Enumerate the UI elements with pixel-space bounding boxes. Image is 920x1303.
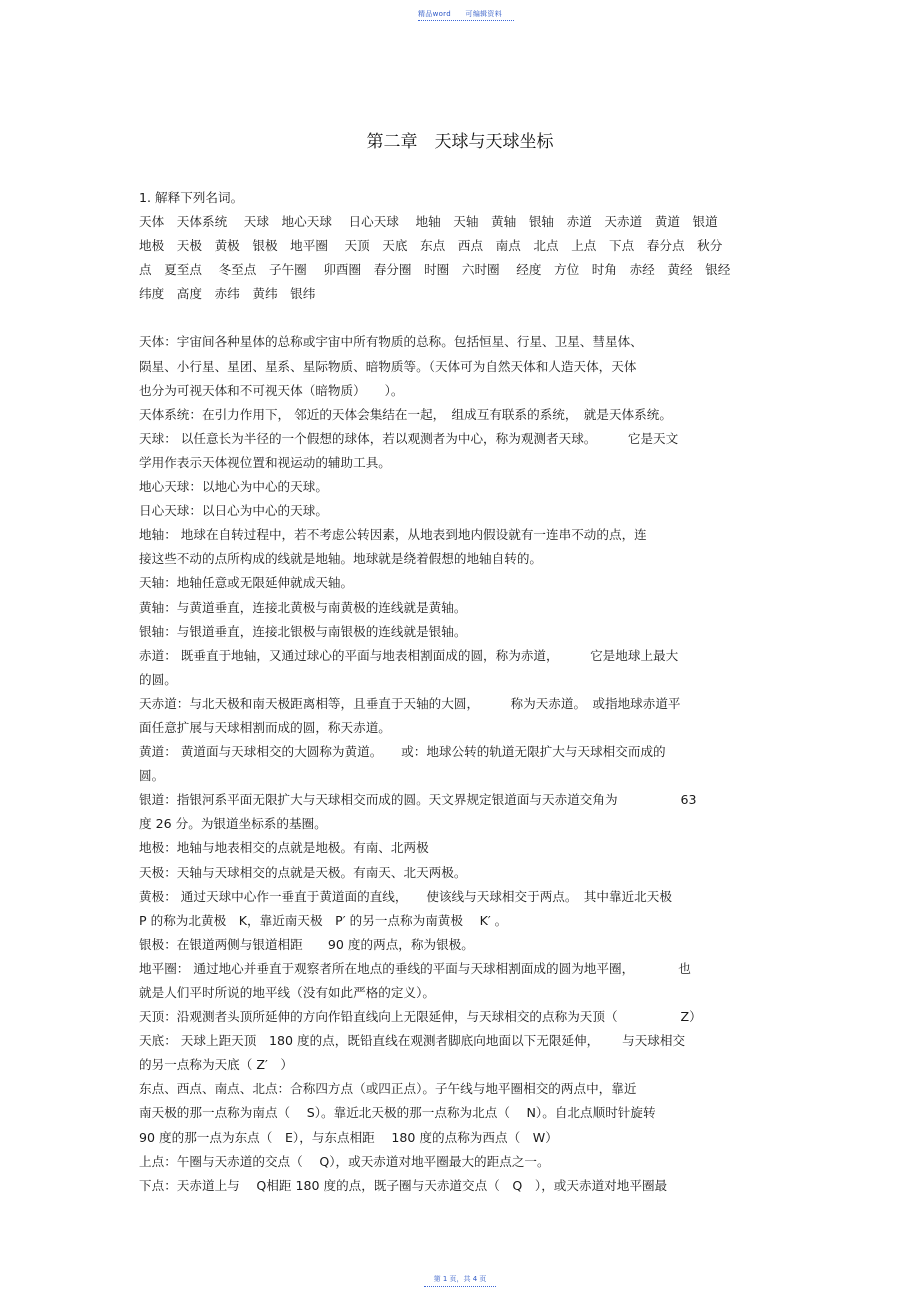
definition-line: 接这些不动的点所构成的线就是地轴。地球就是绕着假想的地轴自转的。 (139, 551, 542, 567)
definition-line: 东点、西点、南点、北点：合称四方点（或四正点）。子午线与地平圈相交的两点中，靠近 (139, 1081, 637, 1097)
definition-line: 度 26 分。为银道坐标系的基圈。 (139, 816, 327, 832)
definition-line: 银轴：与银道垂直，连接北银极与南银极的连线就是银轴。 (139, 623, 467, 639)
header-left-text: 精品word (417, 10, 451, 18)
definition-line: 天极：天轴与天球相交的点就是天极。有南天、北天两极。 (139, 864, 467, 880)
definition-line: 天轴：地轴任意或无限延伸就成天轴。 (139, 575, 354, 591)
definition-line: 黄轴：与黄道垂直，连接北黄极与南黄极的连线就是黄轴。 (139, 599, 467, 615)
definition-line: 学用作表示天体视位置和视运动的辅助工具。 (139, 454, 391, 470)
definition-line: 日心天球：以日心为中心的天球。 (139, 503, 328, 519)
footer-dotted-rule (424, 1286, 496, 1287)
definition-line: 圆。 (139, 768, 165, 784)
chapter-title: 第二章 天球与天球坐标 (366, 132, 554, 152)
definition-line: 也分为可视天体和不可视天体（暗物质） ）。 (139, 382, 404, 398)
definition-line: 天赤道：与北天极和南天极距离相等，且垂直于天轴的大圆， 称为天赤道。 或指地球赤道平 (139, 695, 681, 711)
page-header (0, 9, 920, 19)
definition-line: 银道：指银河系平面无限扩大与天球相交而成的圆。天文界规定银道面与天赤道交角为 63 (139, 792, 697, 808)
header-dotted-rule (418, 20, 514, 21)
question-heading: 1. 解释下列名词。 (139, 190, 244, 205)
definition-line: 下点：天赤道上与 Q相距 180 度的点，既子圈与天赤道交点（ Q ），或天赤道对地平圈最 (139, 1177, 668, 1193)
definition-line: P 的称为北黄极 K，靠近南天极 P′ 的另一点称为南黄极 K′ 。 (139, 912, 508, 928)
definition-line: 天底： 天球上距天顶 180 度的点，既铅直线在观测者脚底向地面以下无限延伸， 与天球相交 (139, 1033, 686, 1049)
definition-line: 银极：在银道两侧与银道相距 90 度的两点，称为银极。 (139, 936, 474, 952)
definition-line: 地心天球：以地心为中心的天球。 (139, 479, 328, 495)
definition-line: 就是人们平时所说的地平线（没有如此严格的定义）。 (139, 985, 435, 1000)
definition-line: 地平圈： 通过地心并垂直于观察者所在地点的垂线的平面与天球相割面成的圆为地平圈， 也 (139, 960, 691, 976)
definition-line: 地极：地轴与地表相交的点就是地极。有南、北两极 (139, 840, 429, 856)
document-body (139, 186, 781, 1198)
definition-line: 赤道： 既垂直于地轴，又通过球心的平面与地表相割面成的圆，称为赤道， 它是地球上最大 (139, 647, 679, 663)
definition-line: 陨星、小行星、星团、星系、星际物质、暗物质等。（天体可为自然天体和人造天体，天体 (139, 358, 637, 374)
terms-line: 纬度 高度 赤纬 黄纬 银纬 (139, 286, 316, 302)
terms-line: 点 夏至点 冬至点 子午圈 卯酉圈 春分圈 时圈 六时圈 经度 方位 时角 赤经 黄经 银经 (139, 262, 731, 278)
definition-line: 地轴： 地球在自转过程中，若不考虑公转因素，从地表到地内假设就有一连串不动的点，连 (139, 527, 647, 543)
definition-line: 面任意扩展与天球相割而成的圆，称天赤道。 (139, 719, 391, 735)
definition-line: 天体系统：在引力作用下， 邻近的天体会集结在一起， 组成互有联系的系统， 就是天体系统。 (139, 406, 672, 422)
definition-line: 黄道： 黄道面与天球相交的大圆称为黄道。 或：地球公转的轨道无限扩大与天球相交而成的 (139, 744, 666, 760)
page-footer: 第 1 页，共 4 页 (433, 1275, 487, 1283)
definition-line: 天体：宇宙间各种星体的总称或宇宙中所有物质的总称。包括恒星、行星、卫星、彗星体、 (139, 334, 643, 350)
definition-line: 南天极的那一点称为南点（ S）。靠近北天极的那一点称为北点（ N）。自北点顺时针旋转 (139, 1105, 656, 1121)
terms-line: 地极 天极 黄极 银极 地平圈 天顶 天底 东点 西点 南点 北点 上点 下点 春分点 秋分 (139, 238, 723, 254)
definition-line: 的另一点称为天底（ Z′ ） (139, 1057, 294, 1073)
definition-line: 天顶：沿观测者头顶所延伸的方向作铅直线向上无限延伸，与天球相交的点称为天顶（ Z） (139, 1009, 702, 1025)
definition-line: 黄极： 通过天球中心作一垂直于黄道面的直线， 使该线与天球相交于两点。 其中靠近北天极 (139, 888, 672, 904)
definition-line: 90 度的那一点为东点（ E），与东点相距 180 度的点称为西点（ W） (139, 1129, 558, 1145)
definition-line: 上点：午圈与天赤道的交点（ Q），或天赤道对地平圈最大的距点之一。 (139, 1153, 550, 1169)
definition-line: 的圆。 (139, 671, 177, 687)
paragraph-gap (139, 306, 781, 330)
header-right-text: 可编辑资料 (465, 10, 503, 18)
definition-line: 天球： 以任意长为半径的一个假想的球体，若以观测者为中心，称为观测者天球。 它是天文 (139, 430, 679, 446)
terms-line: 天体 天体系统 天球 地心天球 日心天球 地轴 天轴 黄轴 银轴 赤道 天赤道 黄道 银道 (139, 214, 718, 230)
